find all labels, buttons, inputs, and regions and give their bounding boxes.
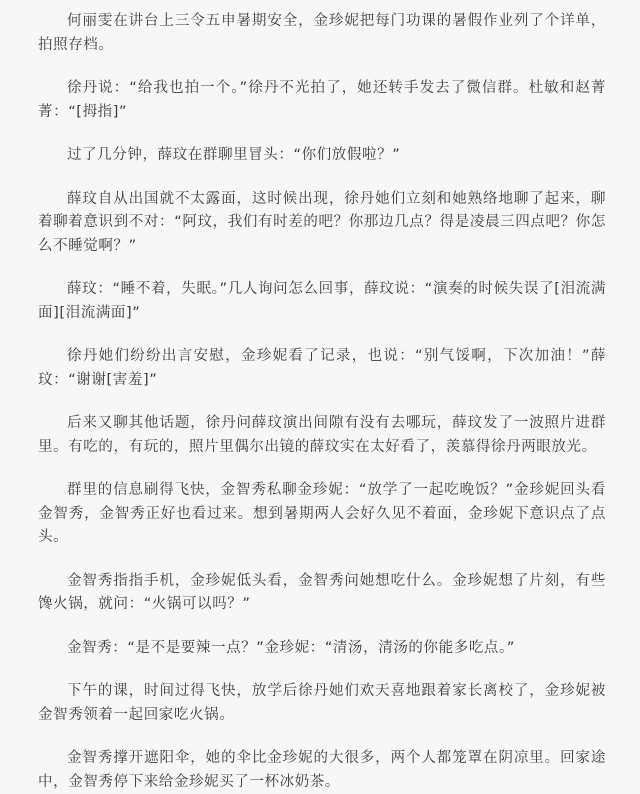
paragraph: 后来又聊其他话题，徐丹问薛玟演出间隙有没有去哪玩，薛玟发了一波照片进群里。有吃的，有玩的，照片里偶尔出镜的薛玟实在太好看了，羡慕得徐丹两眼放光。	[38, 415, 606, 455]
paragraph: 下午的课，时间过得飞快，放学后徐丹她们欢天喜地跟着家长离校了，金珍妮被金智秀领着一起回家吃火锅。	[38, 683, 606, 723]
paragraph: 金智秀撑开遮阳伞，她的伞比金珍妮的大很多，两个人都笼罩在阴凉里。回家途中，金智秀停下来给金珍妮买了一杯冰奶茶。	[38, 750, 606, 790]
paragraph: 金智秀指指手机，金珍妮低头看，金智秀问她想吃什么。金珍妮想了片刻，有些馋火锅，就问：“火锅可以吗？”	[38, 572, 606, 612]
paragraph: 金智秀：“是不是要辣一点？”金珍妮：“清汤，清汤的你能多吃点。”	[67, 639, 515, 656]
paragraph: 徐丹她们纷纷出言安慰，金珍妮看了记录，也说：“别气馁啊，下次加油！”薛玟：“谢谢[害羞]”	[38, 348, 606, 388]
paragraph: 何丽雯在讲台上三令五申暑期安全，金珍妮把每门功课的暑假作业列了个详单，拍照存档。	[38, 13, 606, 53]
paragraph: 薛玟：“睡不着，失眠。”几人询问怎么回事，薛玟说：“演奏的时候失误了[泪流满面][泪流满面]”	[38, 281, 606, 321]
paragraph: 群里的信息刷得飞快，金智秀私聊金珍妮：“放学了一起吃晚饭？”金珍妮回头看金智秀，金智秀正好也看过来。想到暑期两人会好久见不着面，金珍妮下意识点了点头。	[38, 482, 606, 545]
paragraph: 徐丹说：“给我也拍一个。”徐丹不光拍了，她还转手发去了微信群。杜敏和赵菁菁：“[拇指]”	[38, 80, 606, 120]
paragraph: 薛玟自从出国就不太露面，这时候出现，徐丹她们立刻和她熟络地聊了起来，聊着聊着意识到不对：“阿玟，我们有时差的吧？你那边几点？得是凌晨三四点吧？你怎么不睡觉啊？”	[38, 190, 606, 254]
paragraph: 过了几分钟，薛玟在群聊里冒头：“你们放假啦？”	[67, 147, 401, 163]
